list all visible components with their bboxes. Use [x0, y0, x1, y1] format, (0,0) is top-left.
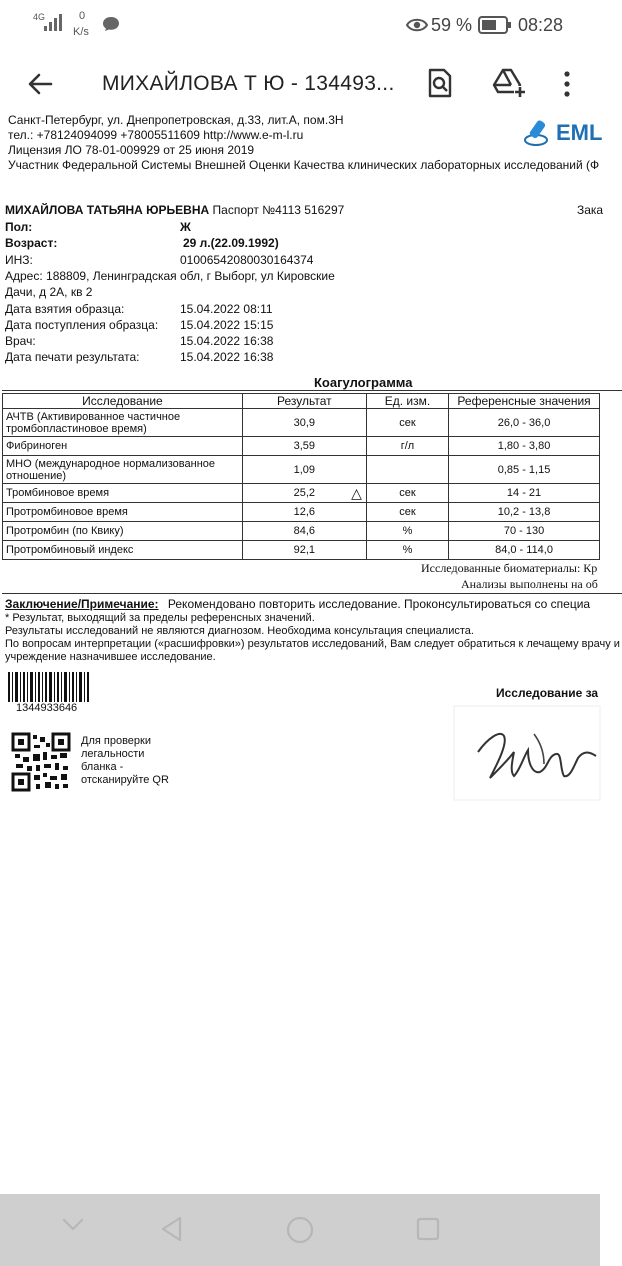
- section-divider: [2, 390, 622, 391]
- system-nav-bar: [0, 1194, 600, 1266]
- test-result: 84,6: [242, 522, 366, 541]
- net-speed-unit: K/s: [73, 26, 89, 38]
- sex-value: Ж: [180, 220, 191, 234]
- doctor-value: 15.04.2022 16:38: [180, 334, 274, 348]
- test-unit: г/л: [366, 437, 448, 456]
- eye-icon: [406, 17, 428, 33]
- test-unit: [366, 456, 448, 484]
- nav-home-icon[interactable]: [286, 1216, 314, 1244]
- sample-taken-label: Дата взятия образца:: [5, 302, 125, 316]
- order-label: Зака: [577, 203, 604, 217]
- header-result: Результат: [242, 394, 366, 409]
- table-row: [3, 503, 600, 522]
- barcode-number: 1344933646: [16, 702, 78, 714]
- conclusion-text: Рекомендовано повторить исследование. Проконсультироваться со специа: [167, 597, 591, 611]
- nav-recents-icon[interactable]: [416, 1217, 440, 1241]
- header-reference: Референсные значения: [449, 394, 600, 409]
- age-value: 29 л.(22.09.1992): [183, 236, 279, 250]
- test-result: 30,9: [242, 409, 366, 437]
- test-unit: сек: [366, 409, 448, 437]
- age-label: Возраст:: [5, 236, 58, 250]
- nav-back-icon[interactable]: [160, 1216, 184, 1242]
- test-unit: сек: [366, 503, 448, 522]
- results-table: [2, 393, 600, 560]
- network-type: 4G: [33, 12, 46, 22]
- doctor-label: Врач:: [5, 334, 36, 348]
- test-result: 12,6: [242, 503, 366, 522]
- status-bar: [0, 0, 600, 52]
- table-row: [3, 541, 600, 560]
- test-reference: 10,2 - 13,8: [449, 503, 600, 522]
- chevron-down-icon[interactable]: [62, 1218, 84, 1232]
- drive-add-icon[interactable]: [492, 68, 526, 98]
- sample-taken-value: 15.04.2022 08:11: [180, 302, 273, 316]
- table-row: [3, 437, 600, 456]
- test-result: 92,1: [242, 541, 366, 560]
- test-reference: 84,0 - 114,0: [449, 541, 600, 560]
- note-line-3: По вопросам интерпретации («расшифровки») результатов исследований, Вам следует обратиться к лечащему врачу и: [5, 638, 620, 650]
- section-title: Коагулограмма: [314, 375, 413, 390]
- inz-value: 01006542080030164374: [180, 253, 314, 267]
- qr-line-2: легальности: [81, 748, 145, 760]
- warning-triangle-icon: △: [351, 485, 362, 501]
- test-reference: 1,80 - 3,80: [449, 437, 600, 456]
- biomaterial-note: Исследованные биоматериалы: Кр: [421, 561, 598, 575]
- note-line-4: учреждение назначившее исследование.: [5, 651, 216, 663]
- qr-line-4: отсканируйте QR: [81, 774, 169, 786]
- search-document-icon[interactable]: [427, 68, 453, 98]
- divider: [2, 593, 622, 594]
- note-line-1: * Результат, выходящий за пределы референсных значений.: [5, 612, 315, 624]
- lab-logo: [524, 118, 603, 153]
- note-line-2: Результаты исследований не являются диагнозом. Необходима консультация специалиста.: [5, 625, 474, 637]
- sample-received-label: Дата поступления образца:: [5, 318, 159, 332]
- sex-label: Пол:: [5, 220, 33, 234]
- table-row: [3, 484, 600, 503]
- battery-percent: 59 %: [431, 15, 473, 35]
- inz-label: ИНЗ:: [5, 253, 33, 267]
- test-result-flagged: [242, 484, 366, 503]
- test-reference: 70 - 130: [449, 522, 600, 541]
- lab-participant: Участник Федеральной Системы Внешней Оценки Качества клинических лабораторных исследований (Ф: [8, 158, 600, 172]
- lab-license: Лицензия ЛО 78-01-009929 от 25 июня 2019: [8, 143, 255, 157]
- document-viewer[interactable]: [0, 113, 620, 1194]
- test-name: Протромбиновое время: [3, 503, 243, 522]
- table-row: [3, 409, 600, 437]
- address-line-2: Дачи, д 2А, кв 2: [5, 285, 93, 299]
- print-date-label: Дата печати результата:: [5, 350, 140, 364]
- test-name: Протромбиновый индекс: [3, 541, 243, 560]
- test-unit: сек: [366, 484, 448, 503]
- test-result: 1,09: [242, 456, 366, 484]
- test-name: Фибриноген: [3, 437, 243, 456]
- lab-address: Санкт-Петербург, ул. Днепропетровская, д.33, лит.А, пом.3Н: [8, 113, 344, 127]
- back-arrow-icon[interactable]: [27, 71, 53, 97]
- test-name: АЧТВ (Активированное частичное тромбопластиновое время): [3, 409, 243, 437]
- test-name: МНО (международное нормализованное отношение): [3, 456, 243, 484]
- table-header-row: [3, 394, 600, 409]
- page-title: МИХАЙЛОВА Т Ю - 134493...: [102, 72, 395, 95]
- test-reference: 14 - 21: [449, 484, 600, 503]
- test-result: 3,59: [242, 437, 366, 456]
- test-name: Протромбин (по Квику): [3, 522, 243, 541]
- more-options-icon[interactable]: [562, 70, 572, 98]
- address-line-1: Адрес: 188809, Ленинградская обл, г Выборг, ул Кировские: [5, 269, 335, 283]
- qr-line-3: бланка -: [81, 761, 124, 773]
- test-unit: %: [366, 541, 448, 560]
- header-unit: Ед. изм.: [366, 394, 448, 409]
- qr-code: [12, 733, 70, 791]
- logo-flask-icon: [524, 118, 558, 148]
- message-icon: [102, 16, 120, 32]
- clock: 08:28: [518, 15, 564, 35]
- header-test: Исследование: [3, 394, 243, 409]
- test-unit: %: [366, 522, 448, 541]
- conclusion-label: Заключение/Примечание:: [5, 597, 159, 611]
- signal-icon: [44, 12, 66, 32]
- net-speed-value: 0: [79, 10, 86, 22]
- qr-line-1: Для проверки: [81, 735, 151, 747]
- test-name: Тромбиновое время: [3, 484, 243, 503]
- test-result: 25,2: [293, 487, 316, 499]
- table-row: [3, 522, 600, 541]
- performed-note: Анализы выполнены на об: [461, 577, 598, 591]
- signature: [448, 700, 600, 804]
- barcode: [8, 672, 90, 702]
- test-reference: 26,0 - 36,0: [449, 409, 600, 437]
- test-reference: 0,85 - 1,15: [449, 456, 600, 484]
- logo-text: EML: [556, 120, 603, 145]
- patient-name: МИХАЙЛОВА ТАТЬЯНА ЮРЬЕВНА: [5, 203, 210, 217]
- patient-passport: Паспорт №4113 516297: [212, 203, 345, 217]
- battery-icon: [478, 16, 512, 34]
- print-date-value: 15.04.2022 16:38: [180, 350, 274, 364]
- table-row: [3, 456, 600, 484]
- signature-label: Исследование за: [496, 686, 599, 700]
- sample-received-value: 15.04.2022 15:15: [180, 318, 274, 332]
- lab-phones: тел.: +78124094099 +78005511609 http://www.e-m-l.ru: [8, 128, 304, 142]
